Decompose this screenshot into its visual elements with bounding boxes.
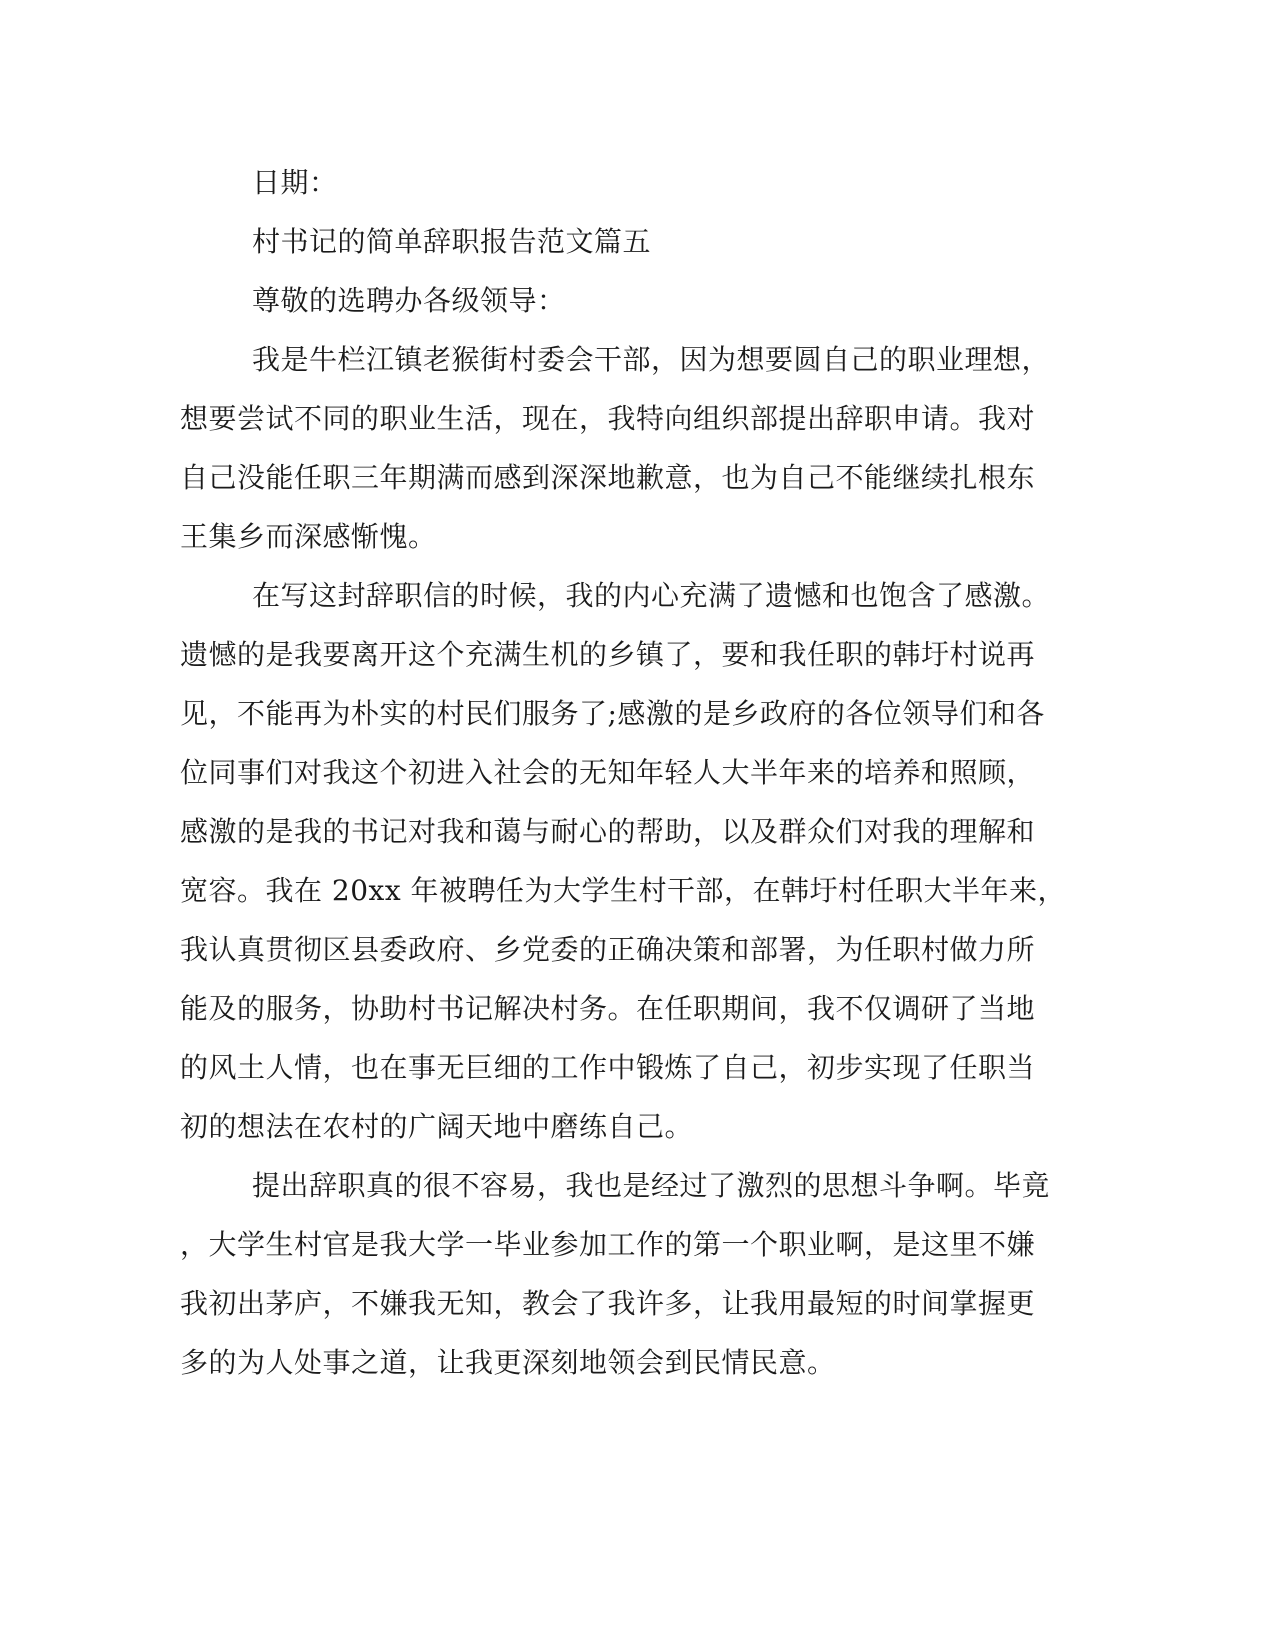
paragraph-line: 自己没能任职三年期满而感到深深地歉意，也为自己不能继续扎根东 (180, 461, 1036, 494)
date-label: 日期： (252, 166, 338, 199)
paragraph-line: 王集乡而深感惭愧。 (180, 520, 437, 553)
paragraph-line: 的风土人情，也在事无巨细的工作中锻炼了自己，初步实现了任职当 (180, 1051, 1036, 1084)
paragraph-line: 位同事们对我这个初进入社会的无知年轻人大半年来的培养和照顾， (180, 756, 1036, 789)
paragraph-line: 宽容。我在 20xx 年被聘任为大学生村干部，在韩圩村任职大半年来， (180, 874, 1067, 907)
salutation: 尊敬的选聘办各级领导： (252, 284, 566, 317)
paragraph-line: 见，不能再为朴实的村民们服务了;感激的是乡政府的各位领导们和各 (180, 697, 1045, 730)
paragraph-line: 我初出茅庐，不嫌我无知，教会了我许多，让我用最短的时间掌握更 (180, 1287, 1036, 1320)
paragraph-line: ，大学生村官是我大学一毕业参加工作的第一个职业啊，是这里不嫌 (180, 1228, 1036, 1261)
document-heading: 村书记的简单辞职报告范文篇五 (252, 225, 652, 258)
paragraph-line: 在写这封辞职信的时候，我的内心充满了遗憾和也饱含了感激。 (252, 579, 1051, 612)
paragraph-line: 提出辞职真的很不容易，我也是经过了激烈的思想斗争啊。毕竟 (252, 1169, 1051, 1202)
paragraph-line: 遗憾的是我要离开这个充满生机的乡镇了，要和我任职的韩圩村说再 (180, 638, 1036, 671)
paragraph-line: 想要尝试不同的职业生活，现在，我特向组织部提出辞职申请。我对 (180, 402, 1036, 435)
paragraph-line: 多的为人处事之道，让我更深刻地领会到民情民意。 (180, 1346, 836, 1379)
paragraph-line: 能及的服务，协助村书记解决村务。在任职期间，我不仅调研了当地 (180, 992, 1036, 1025)
paragraph-line: 感激的是我的书记对我和蔼与耐心的帮助，以及群众们对我的理解和 (180, 815, 1036, 848)
paragraph-line: 初的想法在农村的广阔天地中磨练自己。 (180, 1110, 694, 1143)
paragraph-line: 我是牛栏江镇老猴街村委会干部，因为想要圆自己的职业理想， (252, 343, 1051, 376)
paragraph-line: 我认真贯彻区县委政府、乡党委的正确决策和部署，为任职村做力所 (180, 933, 1036, 966)
